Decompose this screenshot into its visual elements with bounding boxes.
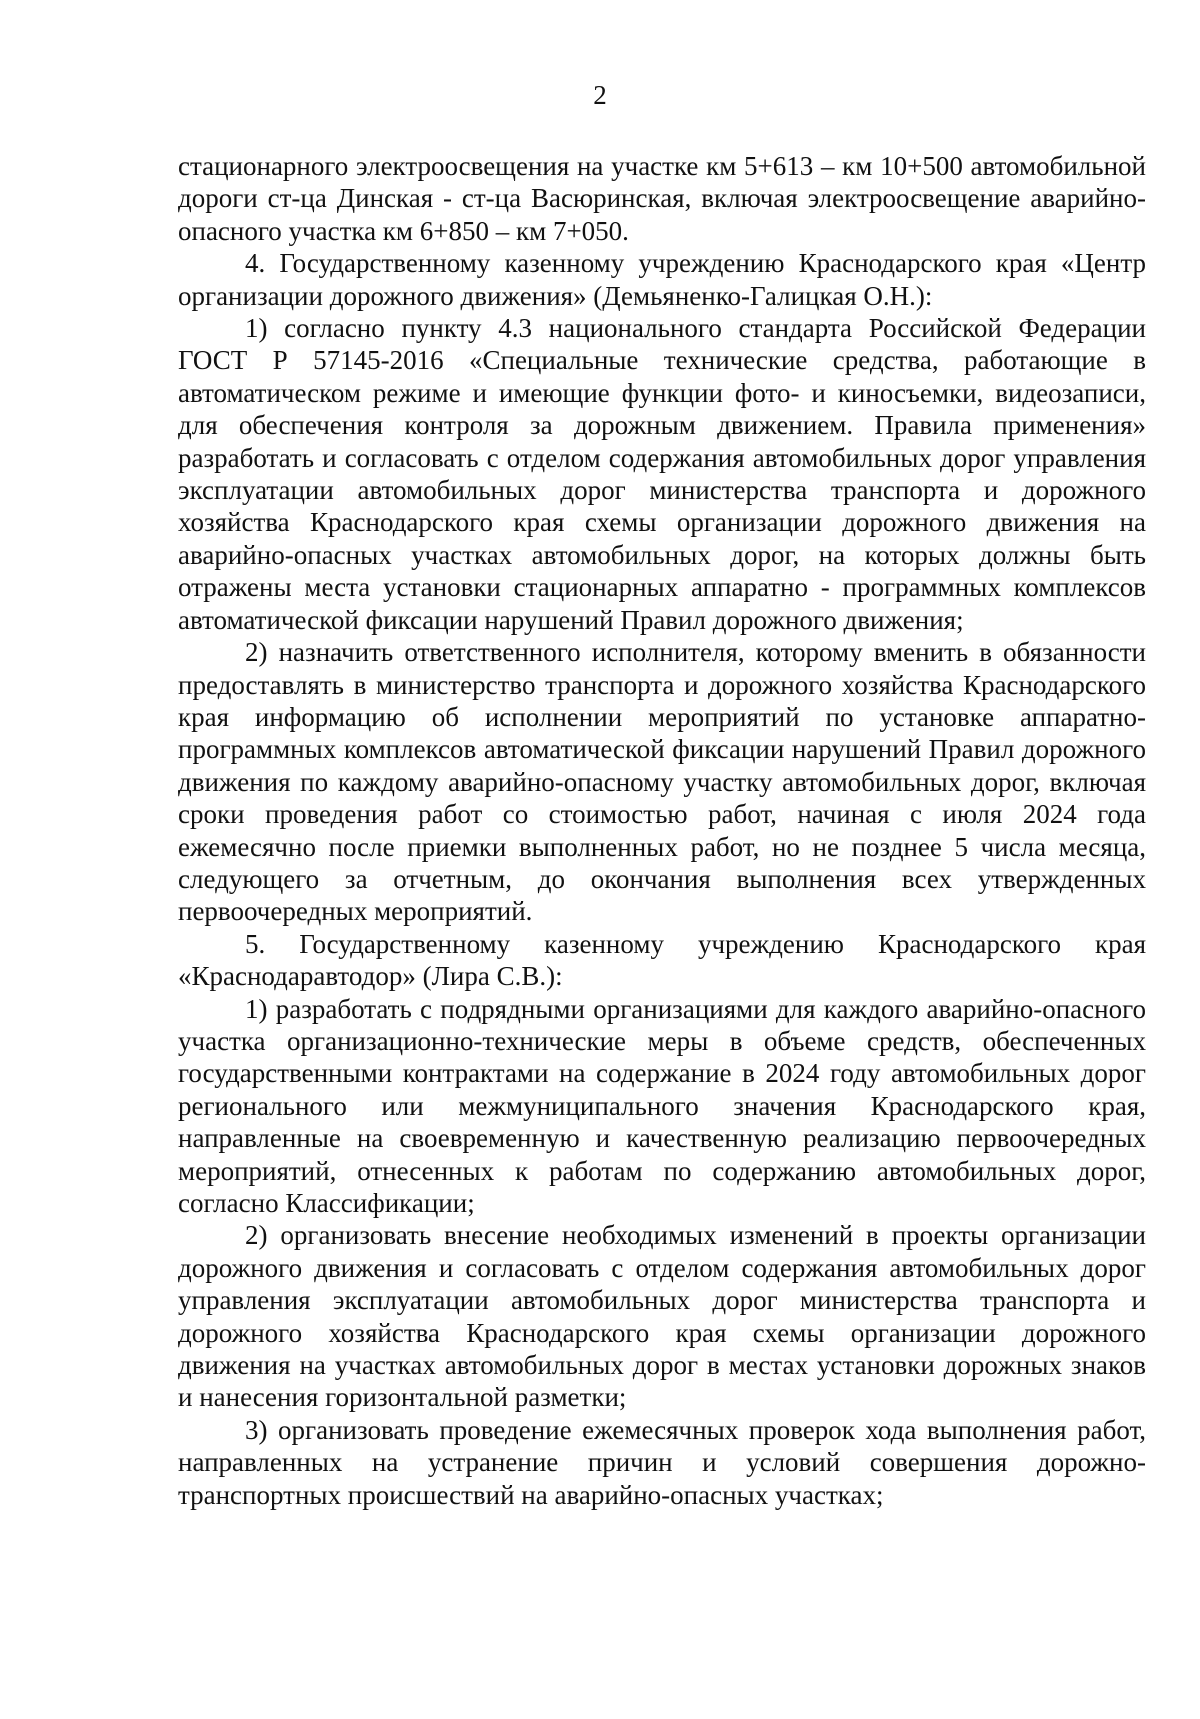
paragraph-continuation: стационарного электроосвещения на участке км 5+613 – км 10+500 автомобильной дороги ст-ца Динская - ст-ца Васюринская, включая электроосвещение аварийно-опасного участка км 6+850 – км 7+050. (178, 151, 1146, 246)
page-number: 2 (593, 80, 607, 110)
paragraph-item-5: 5. Государственному казенному учреждению Краснодарского края «Краснодаравтодор» (Лира С.В.): (178, 928, 1146, 992)
paragraph-item-5-3: 3) организовать проведение ежемесячных проверок хода выполнения работ, направленных на устранение причин и условий совершения дорожно-транспортных происшествий на аварийно-опасных участках; (178, 1414, 1146, 1510)
document-body (178, 150, 1146, 1511)
paragraph-item-5-2: 2) организовать внесение необходимых изменений в проекты организации дорожного движения и согласовать с отделом содержания автомобильных дорог управления эксплуатации автомобильных дорог министерства транспорта и дорожного хозяйства Краснодарского края схемы организации дорожного движения на участках автомобильных дорог в местах установки дорожных знаков и нанесения горизонтальной разметки; (178, 1220, 1146, 1413)
paragraph-item-5-1: 1) разработать с подрядными организациями для каждого аварийно-опасного участка организационно-технические меры в объеме средств, обеспеченных государственными контрактами на содержание в 2024 году автомобильных дорог регионального или межмуниципального значения Краснодарского края, направленные на своевременную и качественную реализацию первоочередных мероприятий, отнесенных к работам по содержанию автомобильных дорог, согласно Классификации; (178, 993, 1146, 1218)
paragraph-item-4-2: 2) назначить ответственного исполнителя, которому вменить в обязанности предоставлять в министерство транспорта и дорожного хозяйства Краснодарского края информацию об исполнении мероприятий по установке аппаратно-программных комплексов автоматической фиксации нарушений Правил дорожного движения по каждому аварийно-опасному участку автомобильных дорог, включая сроки проведения работ со стоимостью работ, начиная с июля 2024 года ежемесячно после приемки выполненных работ, но не позднее 5 числа месяца, следующего за отчетным, до окончания выполнения всех утвержденных первоочередных мероприятий. (178, 637, 1146, 927)
paragraph-item-4: 4. Государственному казенному учреждению Краснодарского края «Центр организации дорожного движения» (Демьяненко-Галицкая О.Н.): (178, 248, 1146, 311)
paragraph-item-4-1: 1) согласно пункту 4.3 национального стандарта Российской Федерации ГОСТ Р 57145-2016 «Специальные технические средства, работающие в автоматическом режиме и имеющие функции фото- и киносъемки, видеозаписи, для обеспечения контроля за дорожным движением. Правила применения» разработать и согласовать с отделом содержания автомобильных дорог управления эксплуатации автомобильных дорог министерства транспорта и дорожного хозяйства Краснодарского края схемы организации дорожного движения на аварийно-опасных участках автомобильных дорог, на которых должны быть отражены места установки стационарных аппаратно - программных комплексов автоматической фиксации нарушений Правил дорожного движения; (178, 313, 1146, 635)
